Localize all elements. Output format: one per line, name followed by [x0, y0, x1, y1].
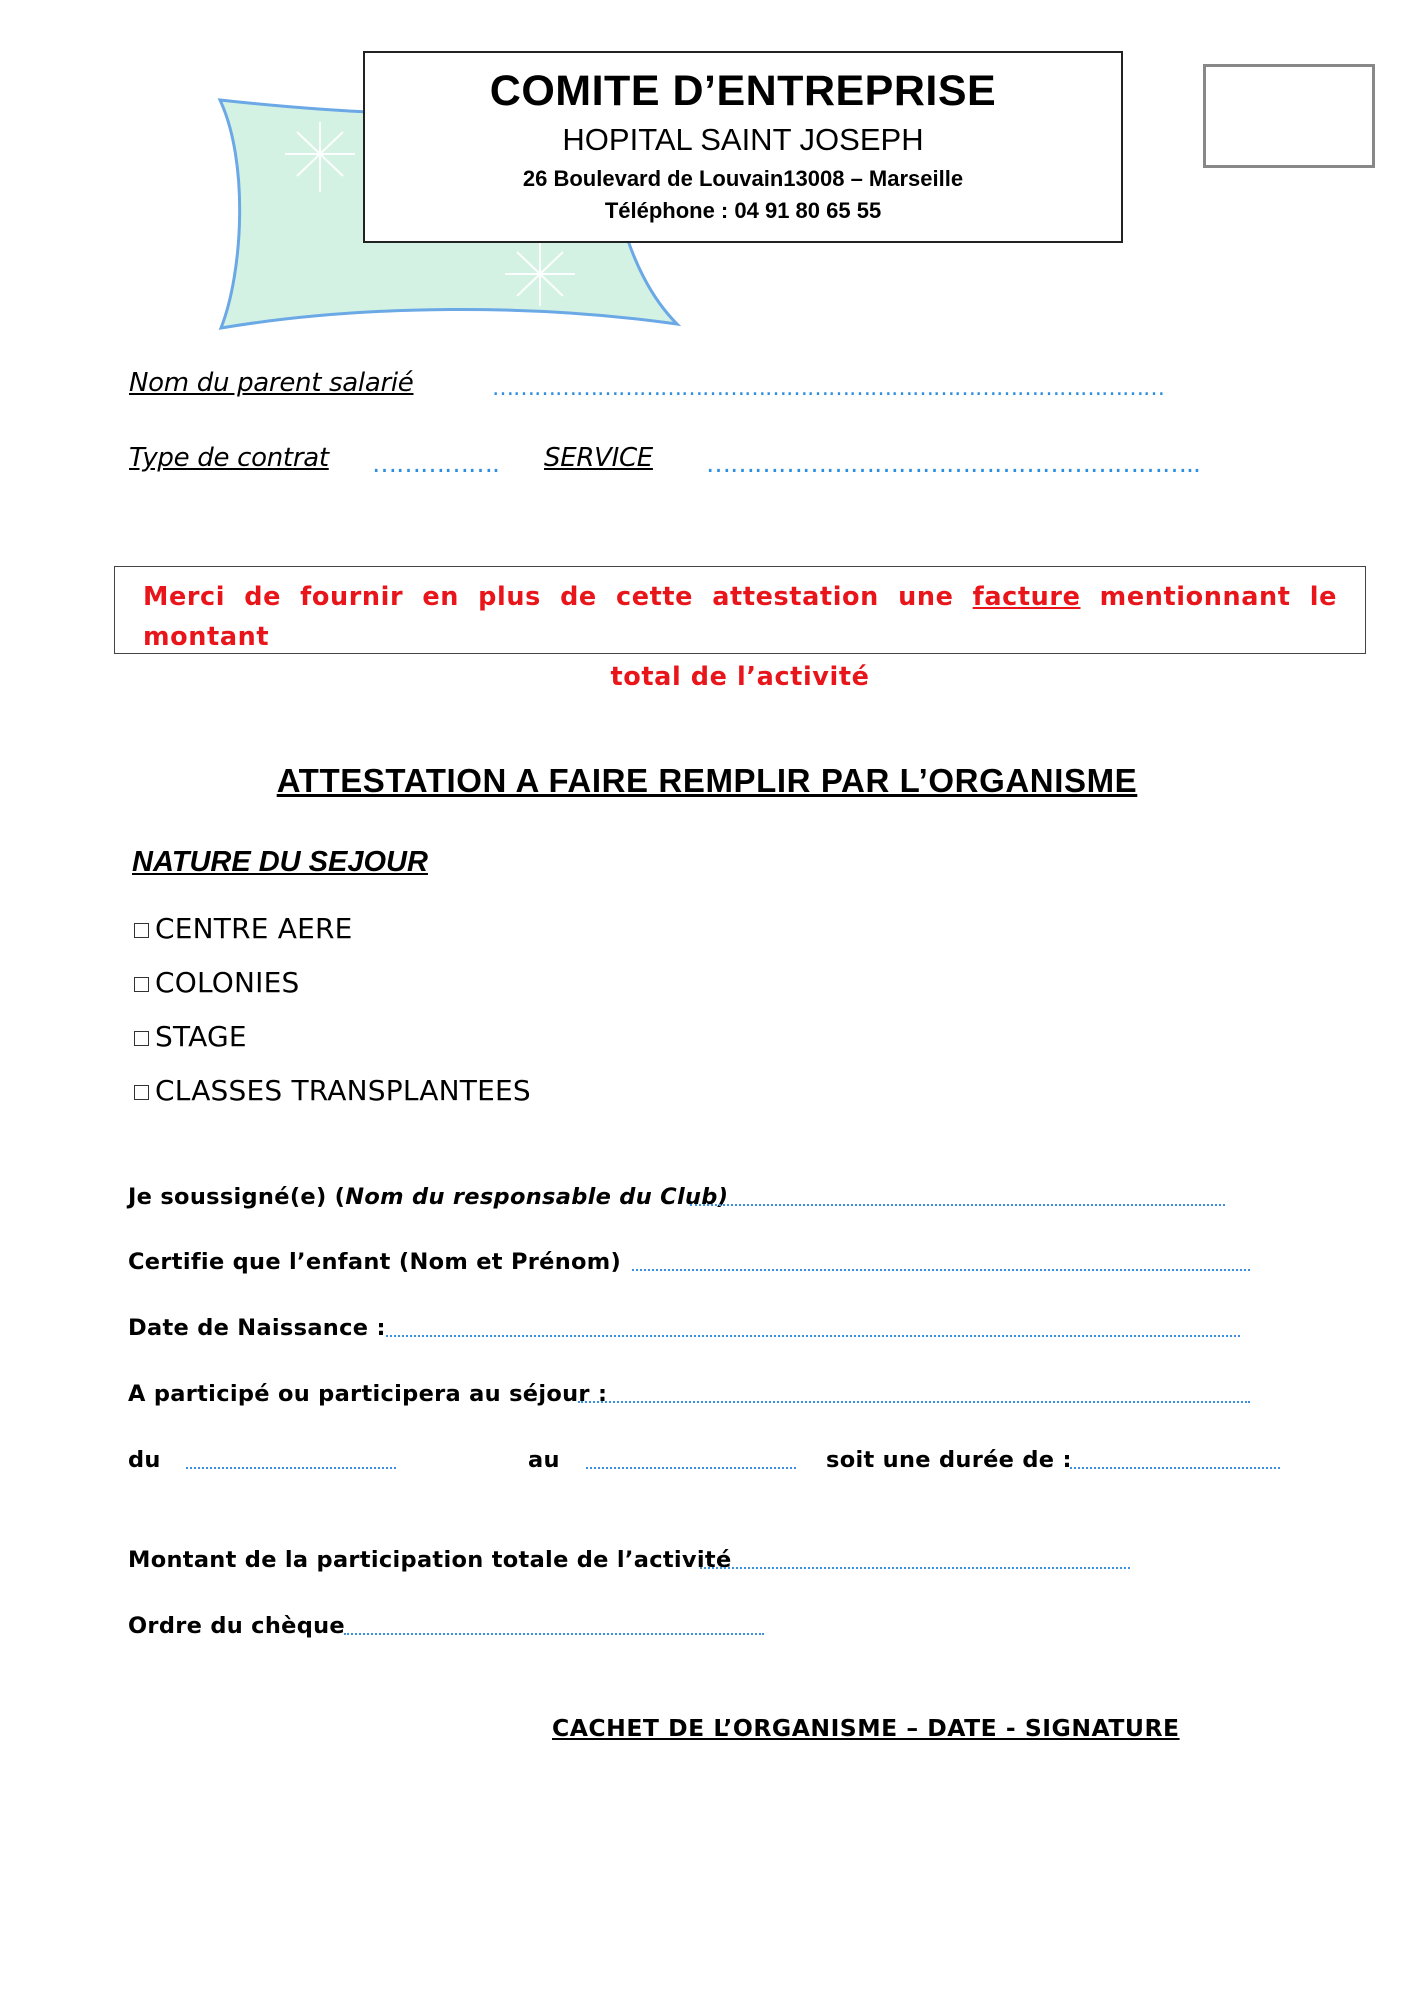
duration-field[interactable]: [1070, 1467, 1280, 1469]
child-name-field[interactable]: [632, 1269, 1250, 1271]
notice-text-b: mentionnant le montant: [143, 582, 1337, 652]
service-field[interactable]: ……………………………………………………..: [706, 449, 1200, 478]
option-label: CENTRE AERE: [155, 912, 353, 945]
option-label: CLASSES TRANSPLANTEES: [155, 1074, 531, 1107]
sejour-field[interactable]: [578, 1401, 1250, 1403]
contract-type-label: Type de contrat: [129, 443, 329, 473]
notice-text-a: Merci de fournir en plus de cette attestation une: [143, 582, 973, 612]
option-classes-transplantees[interactable]: [134, 1074, 531, 1107]
address: 26 Boulevard de Louvain13008 – Marseille: [522, 166, 964, 191]
certifie-label: Certifie que l’enfant (Nom et Prénom): [128, 1249, 622, 1275]
notice-facture: facture: [972, 582, 1081, 612]
option-colonies[interactable]: [134, 966, 300, 999]
sejour-label: A participé ou participera au séjour :: [128, 1381, 608, 1407]
checkbox[interactable]: [134, 977, 149, 992]
birthdate-field[interactable]: [386, 1335, 1240, 1337]
option-stage[interactable]: [134, 1020, 247, 1053]
checkbox[interactable]: [134, 1085, 149, 1100]
end-date-field[interactable]: [586, 1467, 796, 1469]
attestation-title: ATTESTATION A FAIRE REMPLIR PAR L’ORGANISME: [276, 762, 1138, 799]
option-label: COLONIES: [155, 966, 300, 999]
soussigne-field[interactable]: [690, 1204, 1225, 1206]
photo-box: [1203, 64, 1375, 168]
montant-label: Montant de la participation totale de l’activité: [128, 1547, 732, 1573]
parent-name-label: Nom du parent salarié: [129, 368, 414, 398]
soussigne-text: Je soussigné(e) (: [128, 1184, 346, 1210]
du-label: du: [128, 1447, 161, 1473]
nature-sejour-title: NATURE DU SEJOUR: [132, 846, 428, 878]
service-label: SERVICE: [544, 443, 653, 473]
header-box: [363, 51, 1123, 243]
start-date-field[interactable]: [186, 1467, 396, 1469]
birthdate-label: Date de Naissance :: [128, 1315, 386, 1341]
option-label: STAGE: [155, 1020, 247, 1053]
amount-field[interactable]: [700, 1567, 1130, 1569]
organization-title: COMITE D’ENTREPRISE: [489, 67, 997, 115]
parent-name-field[interactable]: ……………………………………………………………………………………: [492, 376, 1164, 401]
notice-line-2: total de l’activité: [610, 662, 870, 692]
au-label: au: [528, 1447, 560, 1473]
soussigne-label: [128, 1184, 728, 1210]
invoice-notice: [114, 566, 1366, 692]
duree-label: soit une durée de :: [826, 1447, 1072, 1473]
phone: Téléphone : 04 91 80 65 55: [604, 198, 882, 223]
option-centre-aere[interactable]: [134, 912, 353, 945]
checkbox[interactable]: [134, 1031, 149, 1046]
contract-type-field[interactable]: …………….: [372, 449, 499, 478]
hospital-name: HOPITAL SAINT JOSEPH: [562, 122, 924, 157]
checkbox[interactable]: [134, 923, 149, 938]
stamp-signature-label: CACHET DE L’ORGANISME – DATE - SIGNATURE: [552, 1714, 1180, 1742]
cheque-order-field[interactable]: [344, 1633, 764, 1635]
ordre-label: Ordre du chèque: [128, 1613, 345, 1639]
soussigne-italic: Nom du responsable du Club): [345, 1184, 729, 1210]
